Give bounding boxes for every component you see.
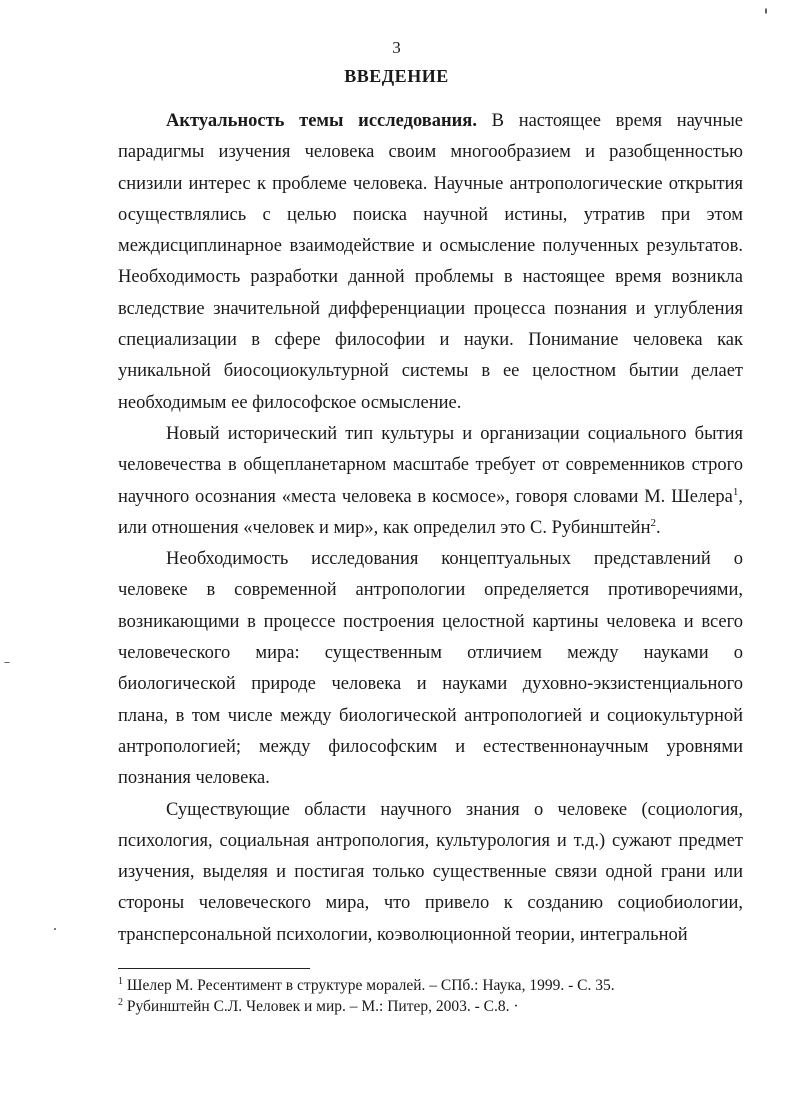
footnote-divider xyxy=(118,968,310,969)
paragraph-line: специализации в сфере философии и науки. Понимание человека как xyxy=(118,330,743,351)
paragraph-line: биологической природе человека и науками духовно-экзистенциального xyxy=(118,674,743,695)
footnote-text: Шелер М. Ресентимент в структуре моралей. – СПб.: Наука, 1999. - С. 35. xyxy=(126,977,615,994)
footnote-ref-1[interactable]: 1 xyxy=(732,485,739,498)
paragraph-relevance xyxy=(118,106,743,419)
body-text xyxy=(118,106,743,951)
paragraph-historical-type xyxy=(118,419,743,544)
paragraph-line: уникальной биосоциокультурной системы в ее целостном бытии делает xyxy=(118,361,743,382)
paragraph-line: человеческого мира: существенным отличием между науками о xyxy=(118,643,743,664)
paragraph-line: познания человека. xyxy=(118,768,270,789)
paragraph-line: изучения, выделяя и постигая только существенные связи одной грани или xyxy=(118,862,743,883)
footnote-ref-2[interactable]: 2 xyxy=(650,516,656,529)
paragraph-line: плана, в том числе между биологической антропологией и социокультурной xyxy=(118,705,743,726)
paragraph-line: вследствие значительной дифференциации процесса познания и углубления xyxy=(118,298,743,319)
paragraph-line: Новый исторический тип культуры и организации социального бытия xyxy=(166,423,743,444)
paragraph-line xyxy=(118,482,743,513)
paragraph-line: парадигмы изучения человека своим многообразием и разобщенностью xyxy=(118,142,743,163)
paragraph-line: человеке в современной антропологии определяется противоречиями, xyxy=(118,580,743,601)
paragraph-line: психология, социальная антропология, культурология и т.д.) сужают предмет xyxy=(118,830,743,851)
text-run: В настоящее время научные xyxy=(491,111,743,131)
paragraph-existing-fields xyxy=(118,795,743,951)
footnote-mark: 2 xyxy=(118,996,123,1008)
paragraph-line xyxy=(118,106,743,137)
paragraph-line: междисциплинарное взаимодействие и осмысление полученных результатов. xyxy=(118,236,743,257)
paragraph-line: возникающими в процессе построения целостной картины человека и всего xyxy=(118,611,743,632)
paragraph-line: необходимым ее философское осмысление. xyxy=(118,392,462,413)
paragraph-line xyxy=(118,513,743,544)
paragraph-necessity xyxy=(118,544,743,794)
scan-speck xyxy=(54,928,56,930)
text-run: научного осознания «места человека в космосе», говоря словами М. Шелера xyxy=(118,486,733,507)
scan-speck xyxy=(765,8,767,14)
paragraph-line: осуществлялись с целью поиска научной истины, утратив при этом xyxy=(118,204,743,225)
paragraph-line: Существующие области научного знания о человеке (социология, xyxy=(166,799,743,820)
footnotes xyxy=(118,975,743,1017)
paragraph-line: стороны человеческого мира, что привело к созданию социобиологии, xyxy=(118,893,743,914)
paragraph-line: трансперсональной психологии, коэволюционной теории, интегральной xyxy=(118,924,688,945)
paragraph-line: снизили интерес к проблеме человека. Научные антропологические открытия xyxy=(118,173,743,194)
text-run: , xyxy=(738,486,743,507)
footnote-1 xyxy=(118,975,743,996)
footnote-text: Рубинштейн С.Л. Человек и мир. – М.: Питер, 2003. - С.8. · xyxy=(126,998,519,1015)
section-lead: Актуальность темы исследования. xyxy=(166,111,477,131)
footnote-mark: 1 xyxy=(118,975,123,987)
paragraph-line: человечества в общепланетарном масштабе требует от современников строго xyxy=(118,455,743,476)
paragraph-line: антропологией; между философским и естественнонаучным уровнями xyxy=(118,736,743,757)
page-title: ВВЕДЕНИЕ xyxy=(344,66,449,86)
text-run: или отношения «человек и мир», как определил это С. Рубинштейн xyxy=(118,517,651,538)
paragraph-line: Необходимость разработки данной проблемы в настоящее время возникла xyxy=(118,267,743,288)
footnote-2 xyxy=(118,996,743,1017)
scan-speck xyxy=(4,662,10,663)
text-run: . xyxy=(655,517,661,538)
page-number: 3 xyxy=(392,38,401,57)
paragraph-line: Необходимость исследования концептуальных представлений о xyxy=(166,549,743,570)
